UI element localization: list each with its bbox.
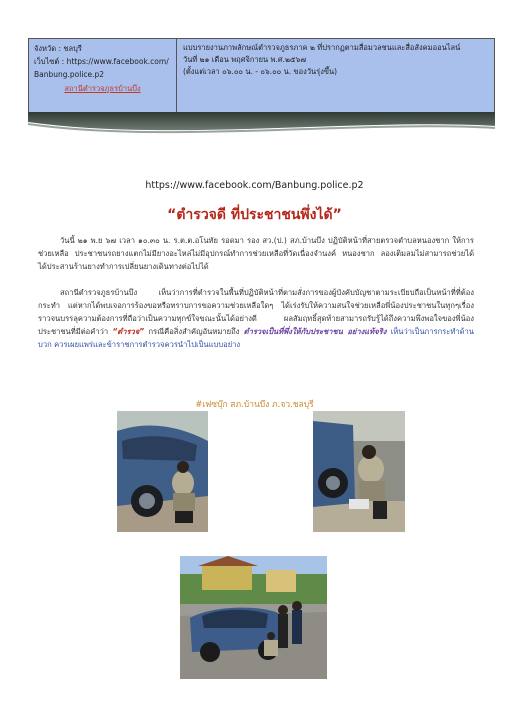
- report-time-range: (ตั้งแต่เวลา ๐๖.๐๐ น. - ๐๖.๐๐ น. ของวันรุ่งขึ้น): [183, 67, 338, 76]
- form-title: แบบรายงานภาพลักษณ์ตำรวจภูธรภาค ๒ ที่ปรากฏตามสื่อมวลชนและสื่อสังคมออนไลน์: [183, 43, 461, 52]
- photo-officer-tire-1: [117, 411, 208, 532]
- photo-roadside-scene: [180, 556, 327, 679]
- facebook-url[interactable]: https://www.facebook.com/Banbung.police.p2: [145, 180, 364, 191]
- paragraph2-text-b: กรณีคือสิ่งสำคัญอันหมายถึง: [148, 327, 240, 336]
- station-name-link[interactable]: สถานีตำรวจภูธรบ้านบึง: [64, 84, 141, 93]
- header-left-cell: [29, 39, 177, 115]
- website-continuation: Banbung.police.p2: [34, 70, 105, 79]
- article-title: “ตำรวจดี ที่ประชาชนพึ่งได้”: [167, 207, 342, 223]
- photo-officer-tire-2: [313, 411, 405, 532]
- paragraph-incident: [38, 234, 474, 273]
- photo-caption: #เฟซบุ๊ก สภ.บ้านบึง ภ.จว.ชลบุรี: [195, 400, 314, 410]
- keyword-police: “ตำรวจ”: [112, 327, 145, 336]
- website-label: เว็บไซต์ : https://www.facebook.com/: [34, 57, 169, 66]
- paragraph1-text: วันนี้ ๒๑ พ.ย ๖๗ เวลา ๑๐.๓๐ น. ร.ต.ต.อโนทัย รอดมา รอง สว.(ป.) สภ.บ้านบึง ปฏิบัติหน้าที่สายตรวจตำบลหนองชาก ให้การช่วยเหลือ ประชาชนรถยางแตกไม่มียางอะไหล่ไม่มีอุปกรณ์ทำการช่วยเหลือที่วัดเนื่องจำนงค์ หนองชาก ลองเติมลมไม่สามารถช่วยได้ ได้ประสานร้านยางทำการเปลี่ยนยางเดินทางต่อไปได้: [38, 236, 474, 271]
- header-right-cell: [177, 39, 494, 115]
- report-header: [28, 38, 495, 116]
- report-date: วันที่ ๒๑ เดือน พฤศจิกายน พ.ศ.๒๕๖๗: [183, 55, 306, 64]
- keyword-reliance: ตำรวจเป็นที่พึ่งให้กับประชาชน อย่างแท้จริง: [243, 327, 387, 336]
- province-label: จังหวัด : ชลบุรี: [34, 44, 82, 53]
- paragraph-assessment: [38, 286, 474, 351]
- paragraph2-text-a: สถานีตำรวจภูธรบ้านบึง เห็นว่าการที่ตำรวจในพื้นที่ปฏิบัติหน้าที่ตามสั่งการของผู้บังคับบัญชาตามระเบียบถือเป็นหน้าที่ที่ต้องกระทำ แต่หากได้พบเจอการร้องขอหรือทราบการขอความช่วยเหลือใดๆ ได้เร่งรับให้ความสนใจช่วยเหลือพี่น้องประชาชนในทุกๆเรื่องราวจนบรรลุความต้องการที่ถือว่าเป็นความทุกข์ใจขณะนั้นได้อย่างดี ผลสัมฤทธิ์สุดท้ายสามารถรับรู้ได้ถึงความพึงพอใจของพี่น้องประชาชนที่มีต่อคำว่า: [38, 288, 474, 336]
- decorative-swoosh: [28, 112, 495, 136]
- paragraph2-text-c: เห็นว่าเป็นการกระทำด้านบวก ควรเผยแพร่และข้าราชการตำรวจควรนำไปเป็นแบบอย่าง: [38, 327, 474, 349]
